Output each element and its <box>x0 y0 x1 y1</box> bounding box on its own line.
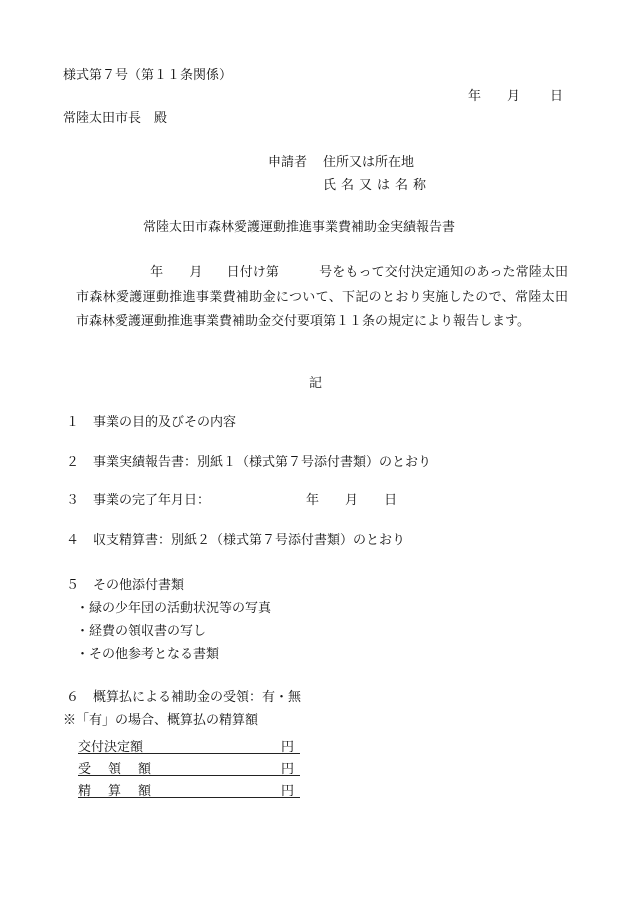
item-4 <box>66 534 405 547</box>
item-5-sub-2: ・経費の領収書の写し <box>76 624 207 639</box>
item-2 <box>66 456 431 469</box>
item-6-text: 概算払による補助金の受領：有・無 <box>93 690 302 705</box>
ki-heading: 記 <box>309 376 323 391</box>
amount-row-settled <box>78 780 300 798</box>
body-year: 年 <box>150 265 164 280</box>
amount-label-settled: 精算額 <box>78 784 169 799</box>
item-5-sub-1: ・緑の少年団の活動状況等の写真 <box>76 601 272 616</box>
item-3-text: 事業の完了年月日： <box>93 493 211 508</box>
item-3-year: 年 <box>306 493 320 508</box>
amount-row-decision <box>78 736 300 754</box>
amount-label-decision: 交付決定額 <box>78 740 144 755</box>
item-4-text: 収支精算書：別紙２（様式第７号添付書類）のとおり <box>93 533 406 548</box>
amount-unit-settled: 円 <box>280 784 294 799</box>
applicant-role: 申請者 <box>268 155 308 170</box>
amount-unit-decision: 円 <box>280 740 294 755</box>
item-4-number: ４ <box>66 533 80 548</box>
item-3-day: 日 <box>384 493 398 508</box>
item-2-number: ２ <box>66 455 80 470</box>
document-title: 常陸太田市森林愛護運動推進事業費補助金実績報告書 <box>143 220 456 235</box>
settlement-note: ※「有」の場合、概算払の精算額 <box>63 713 259 728</box>
date-day: 日 <box>550 89 564 104</box>
amount-row-received <box>78 758 300 776</box>
item-3 <box>66 494 397 507</box>
date-line <box>468 90 563 103</box>
amount-label-received: 受領額 <box>78 762 169 777</box>
applicant-name-label: 氏名又は名称 <box>323 178 432 193</box>
addressee: 常陸太田市長 殿 <box>63 111 168 126</box>
body-text: 号をもって交付決定通知のあった常陸太田市森林愛護運動推進事業費補助金について、下記のとおり実施したので、常陸太田市森林愛護運動推進事業費補助金交付要項第１１条の規定により報告します。 <box>76 265 568 329</box>
item-6-number: ６ <box>66 690 80 705</box>
form-number: 様式第７号（第１１条関係） <box>63 68 233 83</box>
amount-unit-received: 円 <box>280 762 294 777</box>
item-1 <box>66 416 236 429</box>
date-month: 月 <box>507 89 521 104</box>
body-paragraph <box>76 261 568 335</box>
item-3-number: ３ <box>66 493 80 508</box>
item-6 <box>66 691 301 704</box>
item-1-text: 事業の目的及びその内容 <box>93 415 237 430</box>
item-5-number: ５ <box>66 578 80 593</box>
item-5 <box>66 579 184 592</box>
item-2-text: 事業実績報告書：別紙１（様式第７号添付書類）のとおり <box>93 455 432 470</box>
body-dated: 日付け第 <box>226 265 280 280</box>
item-1-number: １ <box>66 415 80 430</box>
body-month: 月 <box>189 265 203 280</box>
item-5-sub-3: ・その他参考となる書類 <box>76 647 220 662</box>
applicant-address-label: 住所又は所在地 <box>323 155 415 170</box>
item-3-month: 月 <box>345 493 359 508</box>
item-5-text: その他添付書類 <box>93 578 185 593</box>
date-year: 年 <box>468 89 482 104</box>
